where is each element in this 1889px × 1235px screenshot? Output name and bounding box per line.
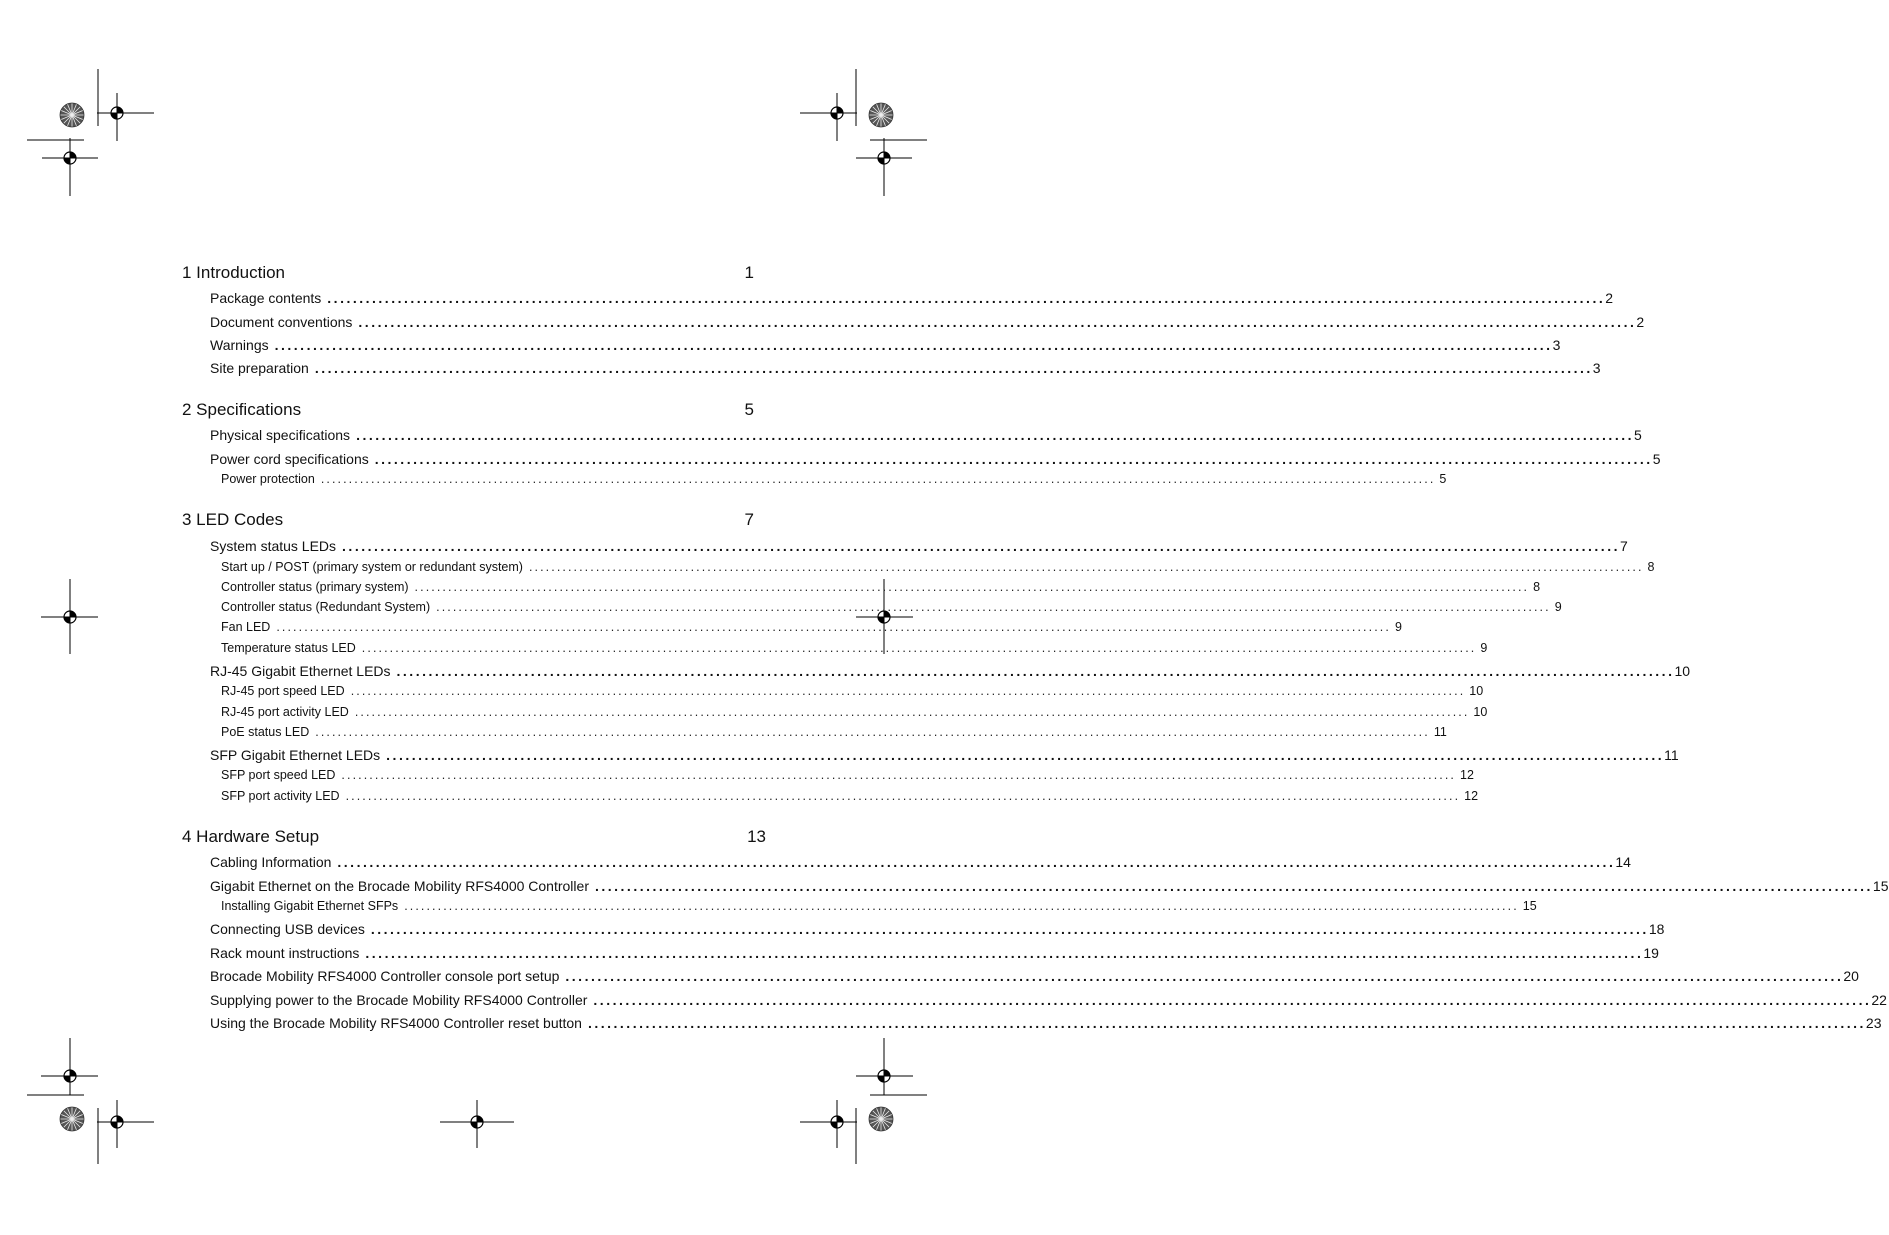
entry-title: RJ-45 Gigabit Ethernet LEDs (210, 663, 391, 679)
entry-page: 22 (1871, 992, 1887, 1008)
toc-entry[interactable] (210, 919, 1665, 939)
toc-entry[interactable] (210, 425, 1642, 445)
entry-title: SFP Gigabit Ethernet LEDs (210, 747, 381, 763)
dot-leader: ........................................................................................................................................................................................................ (356, 427, 1634, 443)
dot-leader: ........................................................................................................................................................................................................ (404, 899, 1519, 913)
entry-page: 20 (1843, 968, 1859, 984)
toc-chapter-introduction[interactable] (182, 261, 766, 285)
toc-entry[interactable] (210, 876, 1889, 896)
entry-page: 19 (1643, 945, 1659, 961)
toc-subentry[interactable] (221, 598, 1562, 616)
entry-title: Cabling Information (210, 854, 332, 870)
chapter-page: 7 (744, 510, 754, 529)
toc-entry[interactable] (210, 745, 1679, 765)
entry-title: Document conventions (210, 314, 353, 330)
toc-entry[interactable] (210, 288, 1614, 308)
toc-entry[interactable] (210, 312, 1645, 332)
entry-title: RJ-45 port speed LED (221, 684, 345, 698)
dot-leader: ........................................................................................................................................................................................................ (593, 992, 1872, 1008)
toc-chapter-hardware-setup[interactable] (182, 825, 766, 849)
entry-page: 5 (1634, 427, 1642, 443)
toc-subentry[interactable] (221, 618, 1402, 636)
entry-title: Power protection (221, 472, 315, 486)
toc-entry[interactable] (210, 335, 1561, 355)
toc-chapter-specifications[interactable] (182, 398, 766, 422)
entry-title: PoE status LED (221, 725, 310, 739)
entry-title: Start up / POST (primary system or redundant system) (221, 560, 523, 574)
entry-page: 9 (1480, 641, 1488, 655)
toc-entry[interactable] (210, 661, 1691, 681)
entry-page: 2 (1605, 290, 1614, 306)
dot-leader: ........................................................................................................................................................................................................ (342, 538, 1620, 554)
toc-subentry[interactable] (221, 897, 1537, 915)
toc-entry[interactable] (210, 852, 1631, 872)
dot-leader: ........................................................................................................................................................................................................ (345, 789, 1461, 803)
entry-title: Supplying power to the Brocade Mobility RFS4000 Controller (210, 992, 588, 1008)
chapter-page: 1 (744, 263, 754, 282)
entry-page: 9 (1394, 620, 1402, 634)
entry-title: SFP port activity LED (221, 789, 340, 803)
entry-page: 14 (1615, 854, 1631, 870)
entry-page: 9 (1554, 600, 1562, 614)
entry-page: 8 (1647, 560, 1655, 574)
toc-chapter-led-codes[interactable] (182, 508, 766, 532)
dot-leader: ........................................................................................................................................................................................................ (337, 854, 1616, 870)
toc-entry[interactable] (210, 358, 1601, 378)
dot-leader: ........................................................................................................................................................................................................ (350, 684, 1466, 698)
dot-leader: ........................................................................................................................................................................................................ (361, 641, 1477, 655)
entry-title: RJ-45 port activity LED (221, 705, 349, 719)
entry-title: Power cord specifications (210, 451, 369, 467)
entry-page: 3 (1552, 337, 1561, 353)
dot-leader: ........................................................................................................................................................................................................ (314, 360, 1593, 376)
dot-leader: ........................................................................................................................................................................................................ (320, 472, 1436, 486)
toc-subentry[interactable] (221, 766, 1474, 784)
entry-page: 12 (1464, 789, 1479, 803)
entry-page: 11 (1433, 725, 1447, 739)
entry-page: 11 (1664, 747, 1679, 763)
dot-leader: ........................................................................................................................................................................................................ (565, 968, 1844, 984)
entry-page: 18 (1648, 921, 1665, 937)
toc-subentry[interactable] (221, 723, 1447, 741)
entry-title: Controller status (primary system) (221, 580, 409, 594)
toc-subentry[interactable] (221, 578, 1541, 596)
chapter-title: 1 Introduction (182, 263, 286, 282)
entry-title: SFP port speed LED (221, 768, 336, 782)
entry-page: 12 (1460, 768, 1474, 782)
dot-leader: ........................................................................................................................................................................................................ (354, 705, 1470, 719)
toc-entry[interactable] (210, 990, 1887, 1010)
entry-page: 7 (1619, 538, 1628, 554)
entry-page: 10 (1674, 663, 1691, 679)
dot-leader: ........................................................................................................................................................................................................ (414, 580, 1530, 594)
entry-title: Rack mount instructions (210, 945, 360, 961)
entry-page: 23 (1865, 1015, 1882, 1031)
chapter-page: 13 (747, 827, 766, 846)
entry-title: Physical specifications (210, 427, 351, 443)
entry-title: Brocade Mobility RFS4000 Controller console port setup (210, 968, 560, 984)
chapter-page: 5 (744, 400, 754, 419)
entry-title: Installing Gigabit Ethernet SFPs (221, 899, 399, 913)
toc-subentry[interactable] (221, 787, 1479, 805)
dot-leader: ........................................................................................................................................................................................................ (341, 768, 1457, 782)
entry-title: Warnings (210, 337, 269, 353)
chapter-title: 2 Specifications (182, 400, 302, 419)
dot-leader: ........................................................................................................................................................................................................ (396, 663, 1675, 679)
dot-leader: ........................................................................................................................................................................................................ (358, 314, 1637, 330)
dot-leader: ........................................................................................................................................................................................................ (327, 290, 1606, 306)
toc-entry[interactable] (210, 943, 1659, 963)
chapter-title: 3 LED Codes (182, 510, 284, 529)
entry-title: Package contents (210, 290, 322, 306)
dot-leader: ........................................................................................................................................................................................................ (436, 600, 1551, 614)
dot-leader: ........................................................................................................................................................................................................ (370, 921, 1649, 937)
entry-title: Connecting USB devices (210, 921, 365, 937)
entry-title: Fan LED (221, 620, 271, 634)
entry-title: System status LEDs (210, 538, 337, 554)
entry-title: Gigabit Ethernet on the Brocade Mobility RFS4000 Controller (210, 878, 589, 894)
entry-page: 2 (1636, 314, 1645, 330)
chapter-title: 4 Hardware Setup (182, 827, 320, 846)
entry-page: 15 (1522, 899, 1537, 913)
entry-title: Using the Brocade Mobility RFS4000 Controller reset button (210, 1015, 582, 1031)
toc-subentry[interactable] (221, 639, 1488, 657)
entry-page: 10 (1473, 705, 1488, 719)
entry-title: Site preparation (210, 360, 309, 376)
dot-leader: ........................................................................................................................................................................................................ (315, 725, 1430, 739)
entry-title: Temperature status LED (221, 641, 356, 655)
toc-subentry[interactable] (221, 470, 1447, 488)
entry-page: 3 (1592, 360, 1601, 376)
toc-entry[interactable] (210, 536, 1628, 556)
entry-page: 10 (1469, 684, 1484, 698)
dot-leader: ........................................................................................................................................................................................................ (276, 620, 1391, 634)
entry-page: 5 (1652, 451, 1661, 467)
dot-leader: ........................................................................................................................................................................................................ (365, 945, 1644, 961)
toc-subentry[interactable] (221, 558, 1655, 576)
dot-leader: ........................................................................................................................................................................................................ (587, 1015, 1866, 1031)
dot-leader: ........................................................................................................................................................................................................ (594, 878, 1873, 894)
entry-page: 8 (1533, 580, 1541, 594)
dot-leader: ........................................................................................................................................................................................................ (386, 747, 1665, 763)
toc-subentry[interactable] (221, 682, 1484, 700)
dot-leader: ........................................................................................................................................................................................................ (374, 451, 1653, 467)
toc-entry[interactable] (210, 966, 1859, 986)
entry-page: 5 (1439, 472, 1447, 486)
dot-leader: ........................................................................................................................................................................................................ (274, 337, 1553, 353)
entry-title: Controller status (Redundant System) (221, 600, 431, 614)
toc-entry[interactable] (210, 449, 1661, 469)
toc-subentry[interactable] (221, 703, 1488, 721)
entry-page: 15 (1872, 878, 1889, 894)
dot-leader: ........................................................................................................................................................................................................ (528, 560, 1644, 574)
toc-entry[interactable] (210, 1013, 1882, 1033)
